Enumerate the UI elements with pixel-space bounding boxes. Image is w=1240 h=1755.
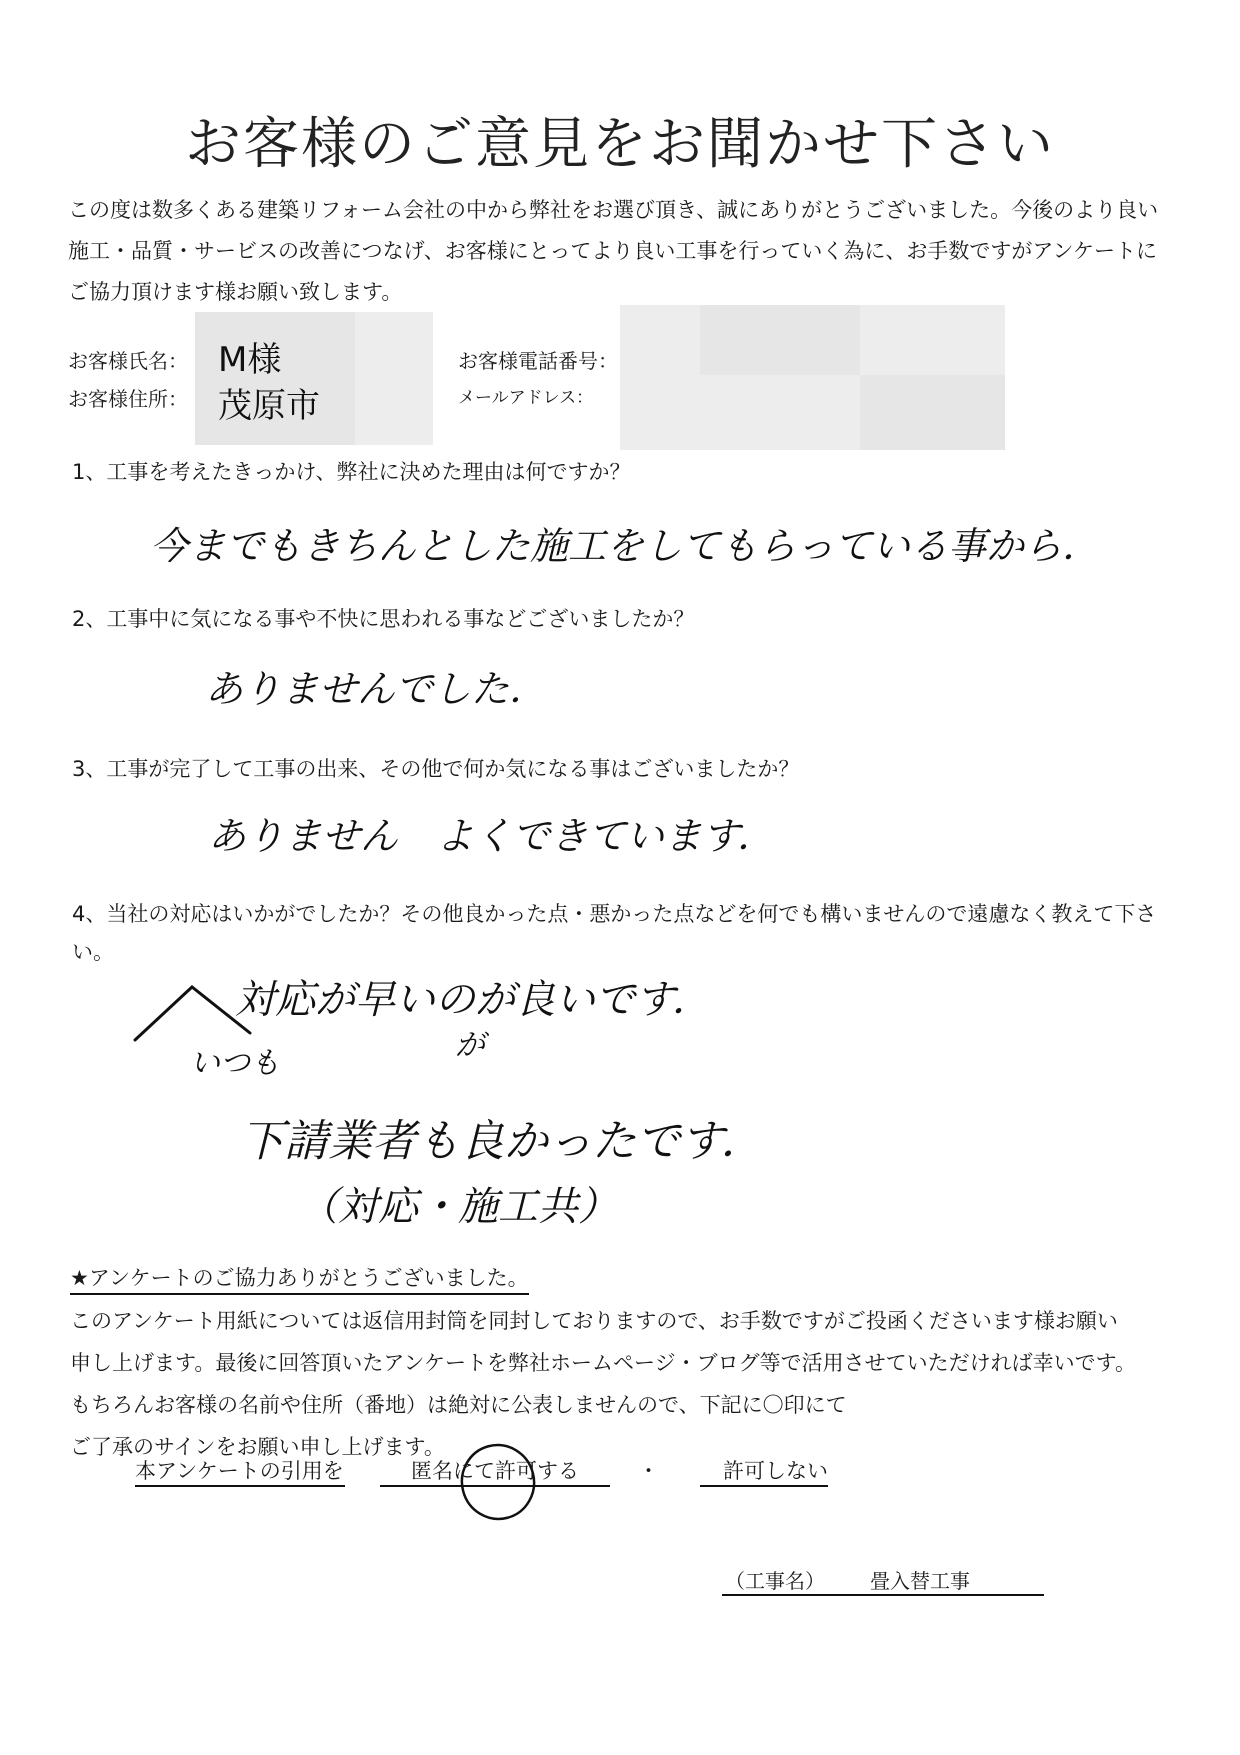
closing-line: このアンケート用紙については返信用封筒を同封しておりますので、お手数ですがご投函くださいます様お願い: [70, 1309, 1118, 1333]
closing-line: 申し上げます。最後に回答頂いたアンケートを弊社ホームページ・ブログ等で活用させていただければ幸いです。: [70, 1351, 1136, 1375]
project-value: 畳入替工事: [870, 1569, 970, 1593]
customer-address-value: 茂原市: [218, 386, 320, 426]
question-1: 1、工事を考えたきっかけ、弊社に決めた理由は何ですか？: [72, 460, 631, 484]
redaction-block: [860, 375, 1005, 450]
insertion-caret-mark: [130, 975, 260, 1045]
intro-text: この度は数多くある建築リフォーム会社の中から弊社をお選び頂き、誠にありがとうございました。今後のより良い施工・品質・サービスの改善につなげ、お客様にとってより良い工事を行っていく為に、お手数ですがアンケートにご協力頂けます様お願い致します。: [68, 198, 1159, 304]
closing-line: もちろんお客様の名前や住所（番地）は絶対に公表しませんので、下記に〇印にて: [70, 1393, 847, 1417]
customer-name-value: M様: [218, 340, 282, 380]
consent-prefix: 本アンケートの引用を: [135, 1455, 345, 1487]
customer-address-label: お客様住所：: [68, 387, 188, 411]
answer-4-line-2: 下請業者も良かったです．: [240, 1116, 765, 1167]
consent-separator: ・: [638, 1459, 659, 1483]
consent-option-yes[interactable]: 匿名にて許可する: [380, 1455, 610, 1487]
answer-2: ありませんでした．: [205, 667, 548, 711]
answer-3: ありません よくできています．: [208, 814, 775, 858]
page-title: お客様のご意見をお聞かせ下さい: [185, 112, 1055, 177]
answer-4-line-1: 対応が早いのが良いです．: [235, 977, 712, 1023]
closing-line: ご了承のサインをお願い申し上げます。: [70, 1435, 445, 1459]
selection-circle-mark: [453, 1440, 543, 1525]
answer-4-insert: いつも: [190, 1046, 280, 1081]
answer-4-correction: が: [455, 1028, 485, 1063]
redaction-block: [355, 312, 433, 445]
answer-4-line-3: （対応・施工共）: [298, 1184, 618, 1230]
customer-phone-label: お客様電話番号：: [458, 349, 618, 373]
redaction-block: [700, 305, 860, 375]
project-label: （工事名）: [725, 1569, 825, 1593]
question-4: 4、当社の対応はいかがでしたか？その他良かった点・悪かった点などを何でも構いませんので遠慮なく教えて下さい。: [72, 902, 1157, 964]
thanks-heading: ★アンケートのご協力ありがとうございました。: [70, 1262, 529, 1295]
consent-option-no[interactable]: 許可しない: [700, 1455, 828, 1487]
closing-text: [70, 1300, 1170, 1468]
customer-email-label: メールアドレス：: [458, 388, 594, 408]
customer-name-label: お客様氏名：: [68, 349, 188, 373]
question-3: 3、工事が完了して工事の出来、その他で何か気になる事はございましたか？: [72, 757, 800, 781]
project-underline: [722, 1594, 1044, 1596]
answer-1: 今までもきちんとした施工をしてもらっている事から．: [150, 524, 1101, 568]
question-2: 2、工事中に気になる事や不快に思われる事などございましたか？: [72, 607, 695, 631]
